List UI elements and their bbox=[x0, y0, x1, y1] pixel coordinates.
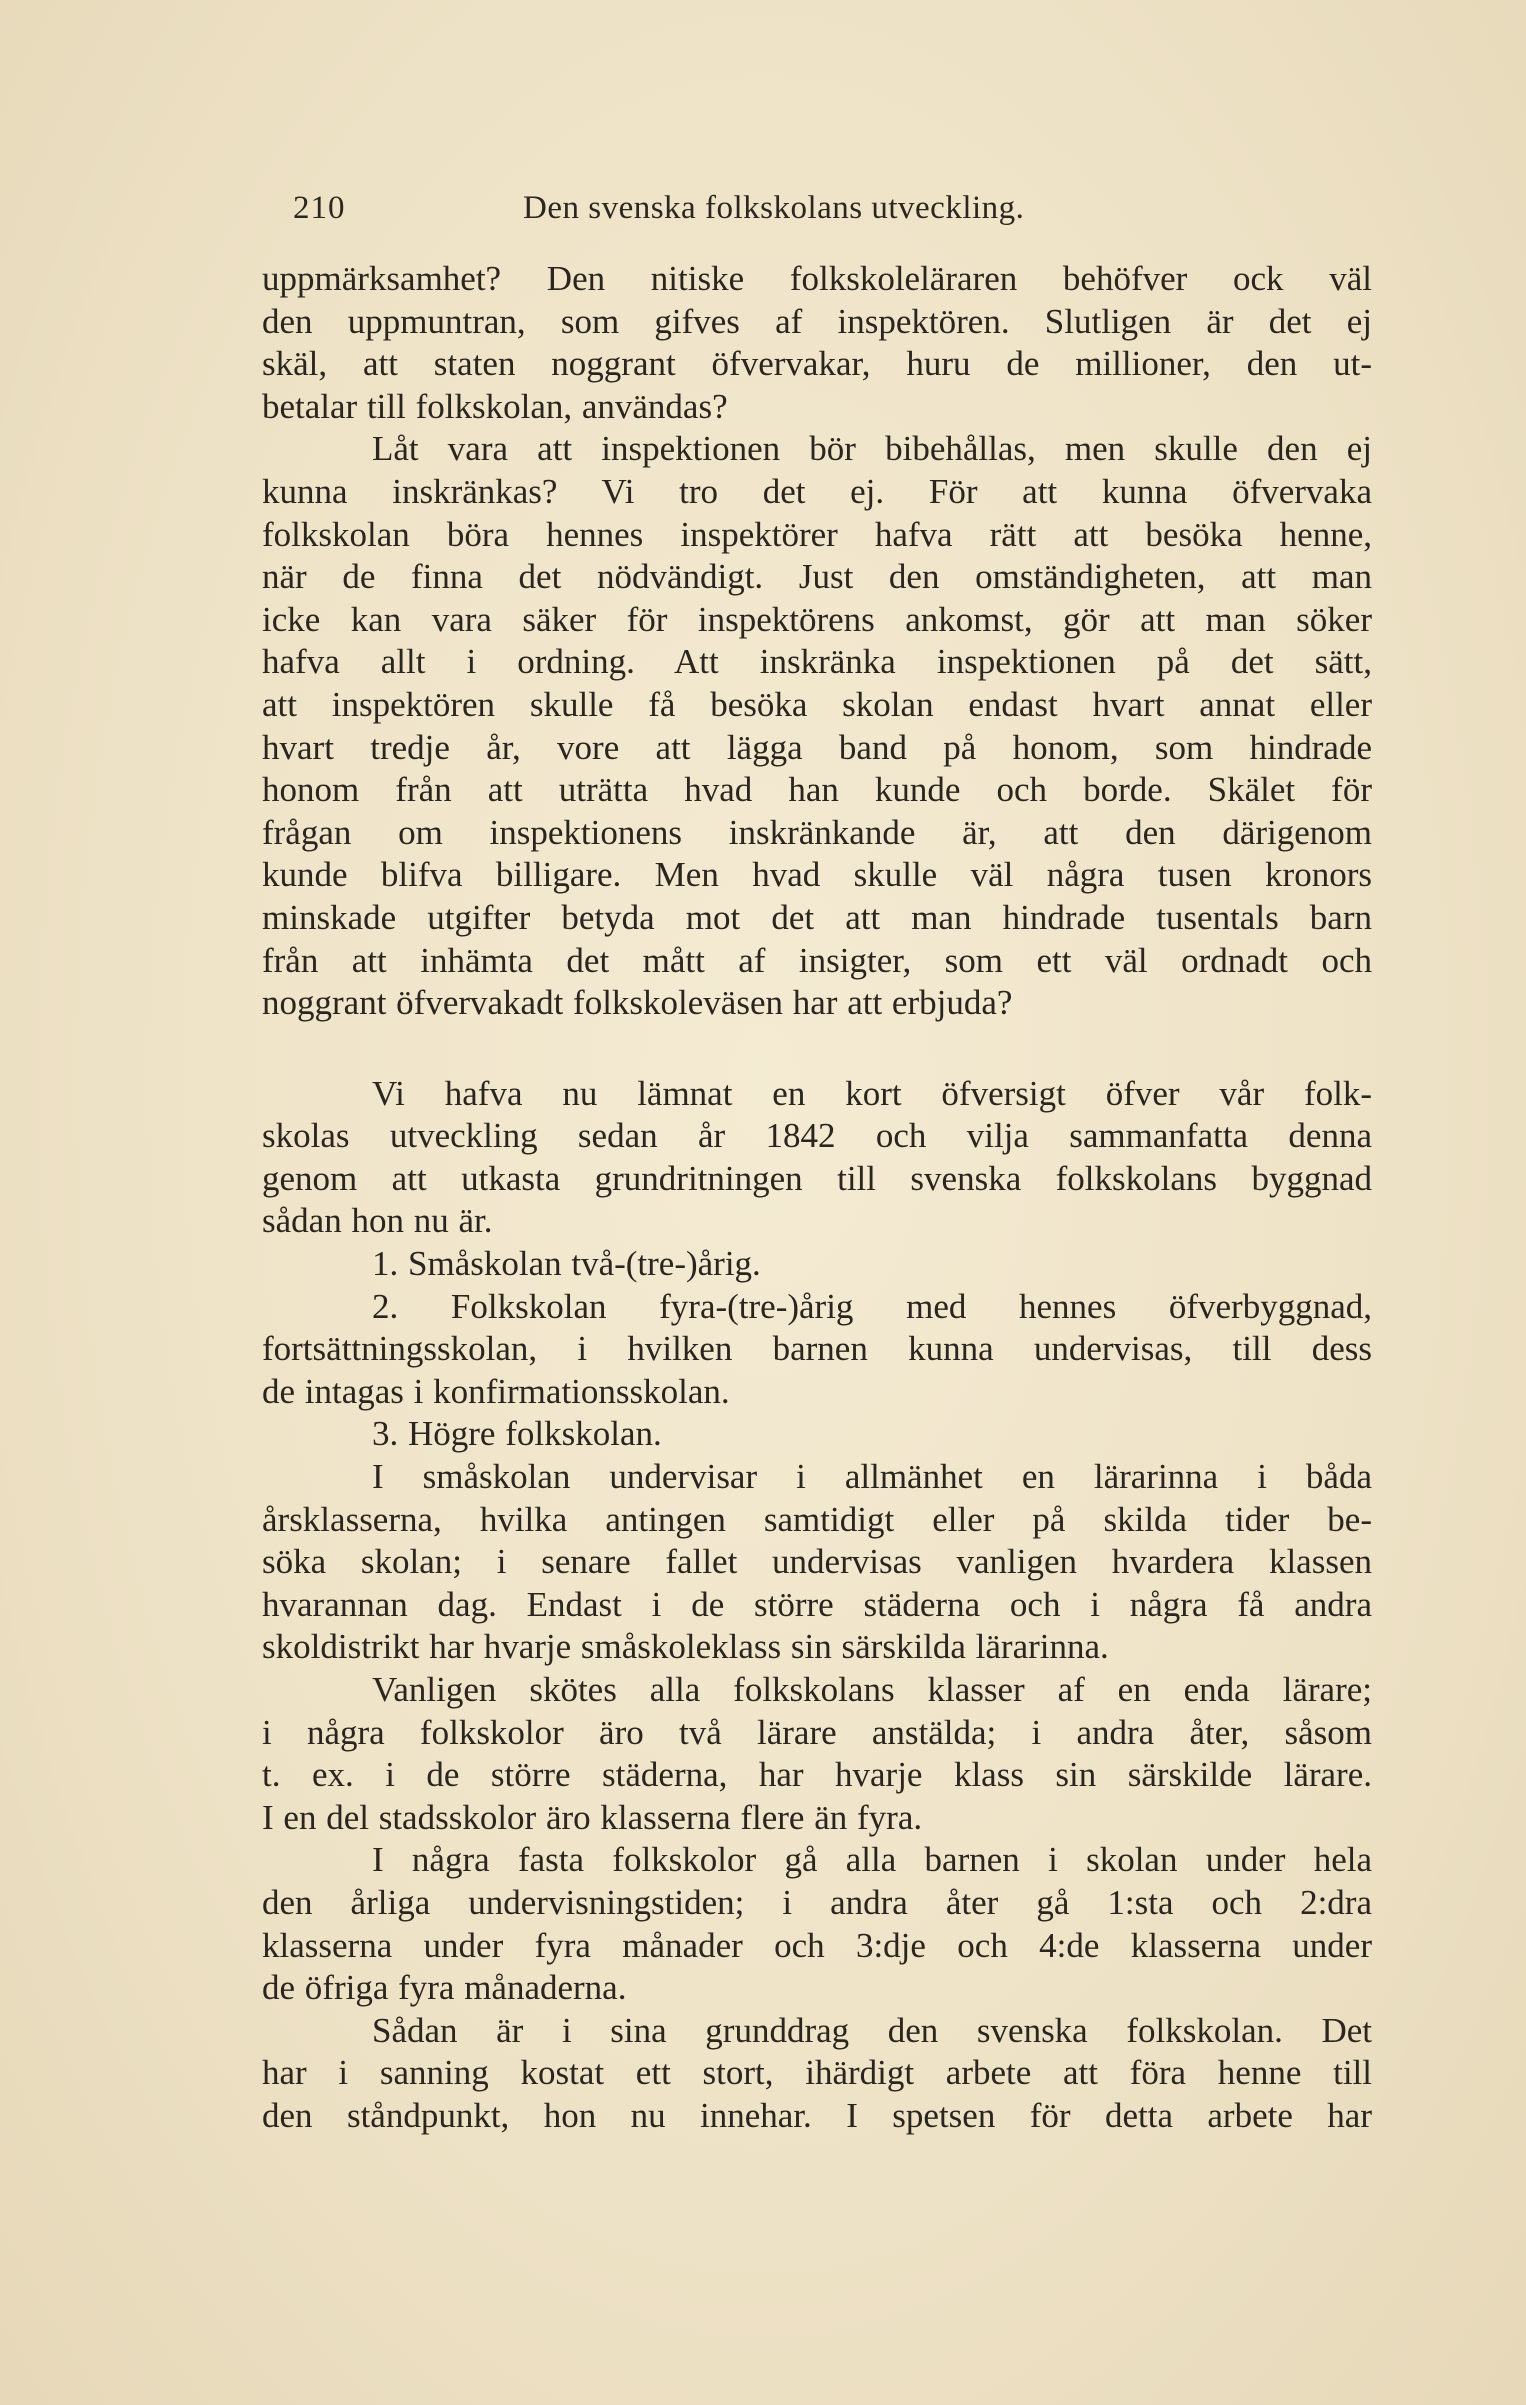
text-line: den uppmuntran, som gifves af inspektören. Slutligen är det ej bbox=[262, 301, 1372, 341]
text-line: från att inhämta det mått af insigter, som ett väl ordnadt och bbox=[262, 940, 1372, 980]
text-line: årsklasserna, hvilka antingen samtidigt eller på skilda tider be- bbox=[262, 1499, 1372, 1539]
list-item bbox=[262, 1413, 1372, 1456]
text-line: att inspektören skulle få besöka skolan endast hvart annat eller bbox=[262, 684, 1372, 724]
body-text bbox=[262, 258, 1372, 2138]
text-line: betalar till folkskolan, användas? bbox=[262, 386, 728, 426]
text-line: de öfriga fyra månaderna. bbox=[262, 1968, 627, 2008]
paragraph bbox=[262, 428, 1372, 1024]
text-line: kunde blifva billigare. Men hvad skulle väl några tusen kronors bbox=[262, 855, 1372, 895]
text-line: I småskolan undervisar i allmänhet en lärarinna i båda bbox=[372, 1457, 1372, 1497]
list-item bbox=[262, 1243, 1372, 1286]
text-line: folkskolan böra hennes inspektörer hafva rätt att besöka henne, bbox=[262, 514, 1372, 554]
text-line: sådan hon nu är. bbox=[262, 1201, 493, 1241]
text-line: genom att utkasta grundritningen till svenska folkskolans byggnad bbox=[262, 1158, 1372, 1198]
text-line: fortsättningsskolan, i hvilken barnen kunna undervisas, till dess bbox=[262, 1329, 1372, 1369]
paragraph bbox=[262, 1839, 1372, 2009]
text-line: icke kan vara säker för inspektörens ankomst, gör att man söker bbox=[262, 599, 1372, 639]
text-line: i några folkskolor äro två lärare anstälda; i andra åter, såsom bbox=[262, 1712, 1372, 1752]
text-line: Vi hafva nu lämnat en kort öfversigt öfver vår folk- bbox=[372, 1073, 1372, 1113]
text-line: honom från att uträtta hvad han kunde och borde. Skälet för bbox=[262, 770, 1372, 810]
page-header bbox=[293, 190, 1363, 246]
text-line: hafva allt i ordning. Att inskränka inspektionen på det sätt, bbox=[262, 642, 1372, 682]
text-line: Sådan är i sina grunddrag den svenska folkskolan. Det bbox=[372, 2010, 1372, 2050]
text-line: minskade utgifter betyda mot det att man hindrade tusentals barn bbox=[262, 897, 1372, 937]
text-line: har i sanning kostat ett stort, ihärdigt arbete att föra henne till bbox=[262, 2053, 1372, 2093]
text-line: när de finna det nödvändigt. Just den omständigheten, att man bbox=[262, 557, 1372, 597]
paragraph bbox=[262, 2010, 1372, 2138]
text-line: den ståndpunkt, hon nu innehar. I spetsen för detta arbete har bbox=[262, 2095, 1372, 2135]
text-line: kunna inskränkas? Vi tro det ej. För att kunna öfvervaka bbox=[262, 471, 1372, 511]
paragraph bbox=[262, 1456, 1372, 1669]
text-line: de intagas i konfirmationsskolan. bbox=[262, 1371, 730, 1411]
text-line: hvarannan dag. Endast i de större städerna och i några få andra bbox=[262, 1584, 1372, 1624]
text-line: 1. Småskolan två-(tre-)årig. bbox=[372, 1244, 761, 1284]
paragraph bbox=[262, 258, 1372, 428]
text-line: t. ex. i de större städerna, har hvarje klass sin särskilde lärare. bbox=[262, 1755, 1372, 1795]
text-line: I några fasta folkskolor gå alla barnen i skolan under hela bbox=[372, 1840, 1372, 1880]
section-gap bbox=[262, 1025, 1372, 1073]
text-line: hvart tredje år, vore att lägga band på honom, som hindrade bbox=[262, 727, 1372, 767]
text-line: skoldistrikt har hvarje småskoleklass sin särskilda lärarinna. bbox=[262, 1627, 1109, 1667]
text-line: I en del stadsskolor äro klasserna flere än fyra. bbox=[262, 1797, 923, 1837]
text-line: skäl, att staten noggrant öfvervakar, huru de millioner, den ut- bbox=[262, 344, 1372, 384]
text-line: den årliga undervisningstiden; i andra åter gå 1:sta och 2:dra bbox=[262, 1882, 1372, 1922]
text-line: Låt vara att inspektionen bör bibehållas, men skulle den ej bbox=[372, 429, 1372, 469]
text-line: skolas utveckling sedan år 1842 och vilja sammanfatta denna bbox=[262, 1116, 1372, 1156]
text-line: uppmärksamhet? Den nitiske folkskoleläraren behöfver ock väl bbox=[262, 259, 1372, 298]
text-line: Vanligen skötes alla folkskolans klasser af en enda lärare; bbox=[372, 1670, 1372, 1709]
text-line: noggrant öfvervakadt folkskoleväsen har att erbjuda? bbox=[262, 983, 1013, 1023]
text-line: klasserna under fyra månader och 3:dje och 4:de klasserna under bbox=[262, 1925, 1372, 1965]
running-title: Den svenska folkskolans utveckling. bbox=[523, 190, 1025, 226]
text-line: 2. Folkskolan fyra-(tre-)årig med hennes öfverbyggnad, bbox=[372, 1286, 1372, 1326]
paragraph bbox=[262, 1669, 1372, 1839]
page-number: 210 bbox=[293, 190, 346, 226]
text-line: frågan om inspektionens inskränkande är, att den därigenom bbox=[262, 812, 1372, 852]
text-line: söka skolan; i senare fallet undervisas vanligen hvardera klassen bbox=[262, 1542, 1372, 1582]
paragraph bbox=[262, 1073, 1372, 1243]
list-item bbox=[262, 1286, 1372, 1414]
text-line: 3. Högre folkskolan. bbox=[372, 1414, 662, 1454]
